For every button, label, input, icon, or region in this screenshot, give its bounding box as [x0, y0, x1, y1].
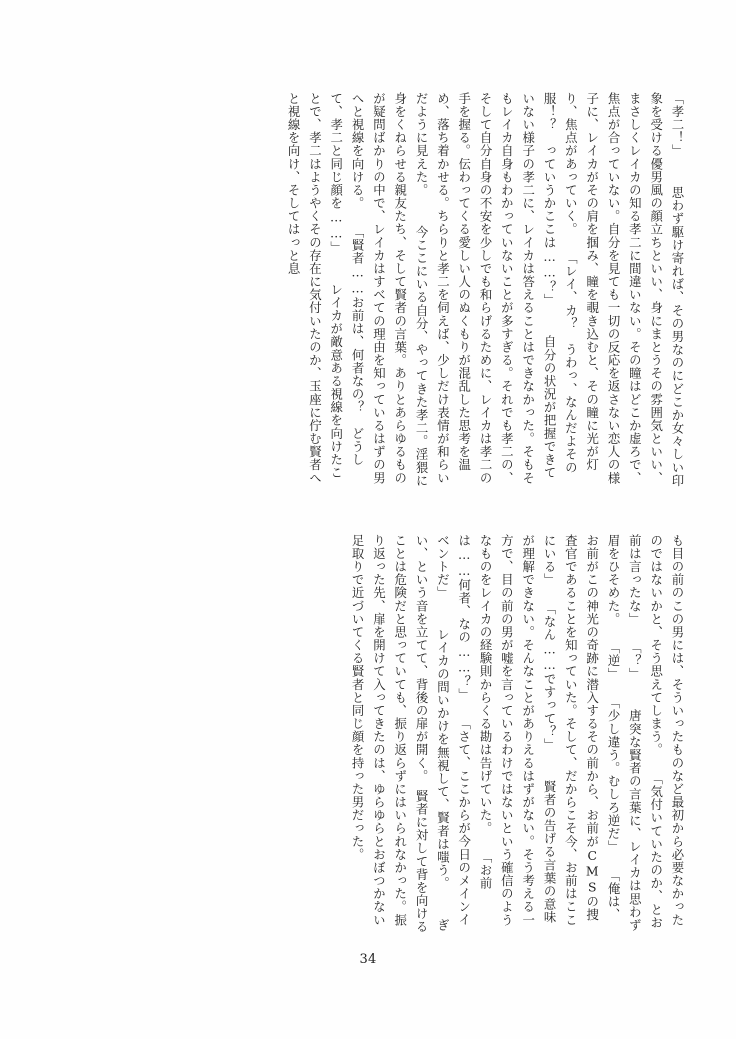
paragraph-block-top: も目の前のこの男には、そういったものなど最初から必要なかったのではないかと、そう思えてしまう。 「気付いていたのか、とお前は言ったな」 「？」 唐突な賢者の言葉に、レイカは思わず眉をひそめた。 「逆」 「少し違う。むしろ逆だ」 「俺は、お前がこの神光の奇跡に潜入するその前から、お前がCMSの捜査官であることを知っていた。そして、だからこそ今、お前はここにいる」 「なん……ですって？」 賢者の告げる言葉の意味が理解できない。そんなことがありえるはずがない。そう考える一方で、目の前の男が嘘を言っているわけではないという確信のようなものをレイカの経験則からくる勘は告げていた。 「お前は……何者、なの……？」 「さて、ここからが今日のメインイベントだ」 レイカの問いかけを無視して、賢者は嗤う。 ぎい、という音を立てて、背後の扉が開く。 賢者に対して背を向けることは危険だと思っていても、振り返らずにはいられなかった。振り返った先、扉を開けて入ってきたのは、ゆらゆらとおぼつかない足取りで近づいてくる賢者と同じ顔を持った男だった。	[350, 534, 685, 934]
body-text-upper-group	[68, 534, 688, 934]
page-number: 34	[359, 952, 377, 967]
paragraph-block-bottom: 「孝二！」 思わず駆け寄れば、その男なのにどこか女々しい印象を受ける優男風の顔立ちといい、身にまとうその雰囲気といい、まさしくレイカの知る孝二に間違いない。その瞳はどこか虚ろで、焦点が合っていない。自分を見ても一切の反応を返さない恋人の様子に、レイカがその肩を掴み、瞳を覗き込むと、その瞳に光が灯り、焦点があっていく。 「レイ、カ？ うわっ、なんだよその服！？ っていうかここは……？」 自分の状況が把握できていない様子の孝二に、レイカは答えることはできなかった。そもそもレイカ自身もわかっていないことが多すぎる。それでも孝二の、そして自分自身の不安を少しでも和らげるために、レイカは孝二の手を握る。伝わってくる愛しい人のぬくもりが混乱した思考を温め、落ち着かせる。ちらりと孝二を伺えば、少しだけ表情が和らいだように見えた。 今ここにいる自分、やってきた孝二。淫猥に身をくねらせる親友たち、そして賢者の言葉。ありとあらゆるものが疑問ばかりの中で、レイカはすべての理由を知っているはずの男へと視線を向ける。 「賢者……お前は、何者なの？ どうして、孝二と同じ顔を……」 レイカが敵意ある視線を向けたことで、孝二はようやくその存在に気付いたのか、玉座に佇む賢者へと視線を向け、そしてはっと息	[286, 92, 685, 488]
body-text-lower-group	[68, 92, 688, 492]
